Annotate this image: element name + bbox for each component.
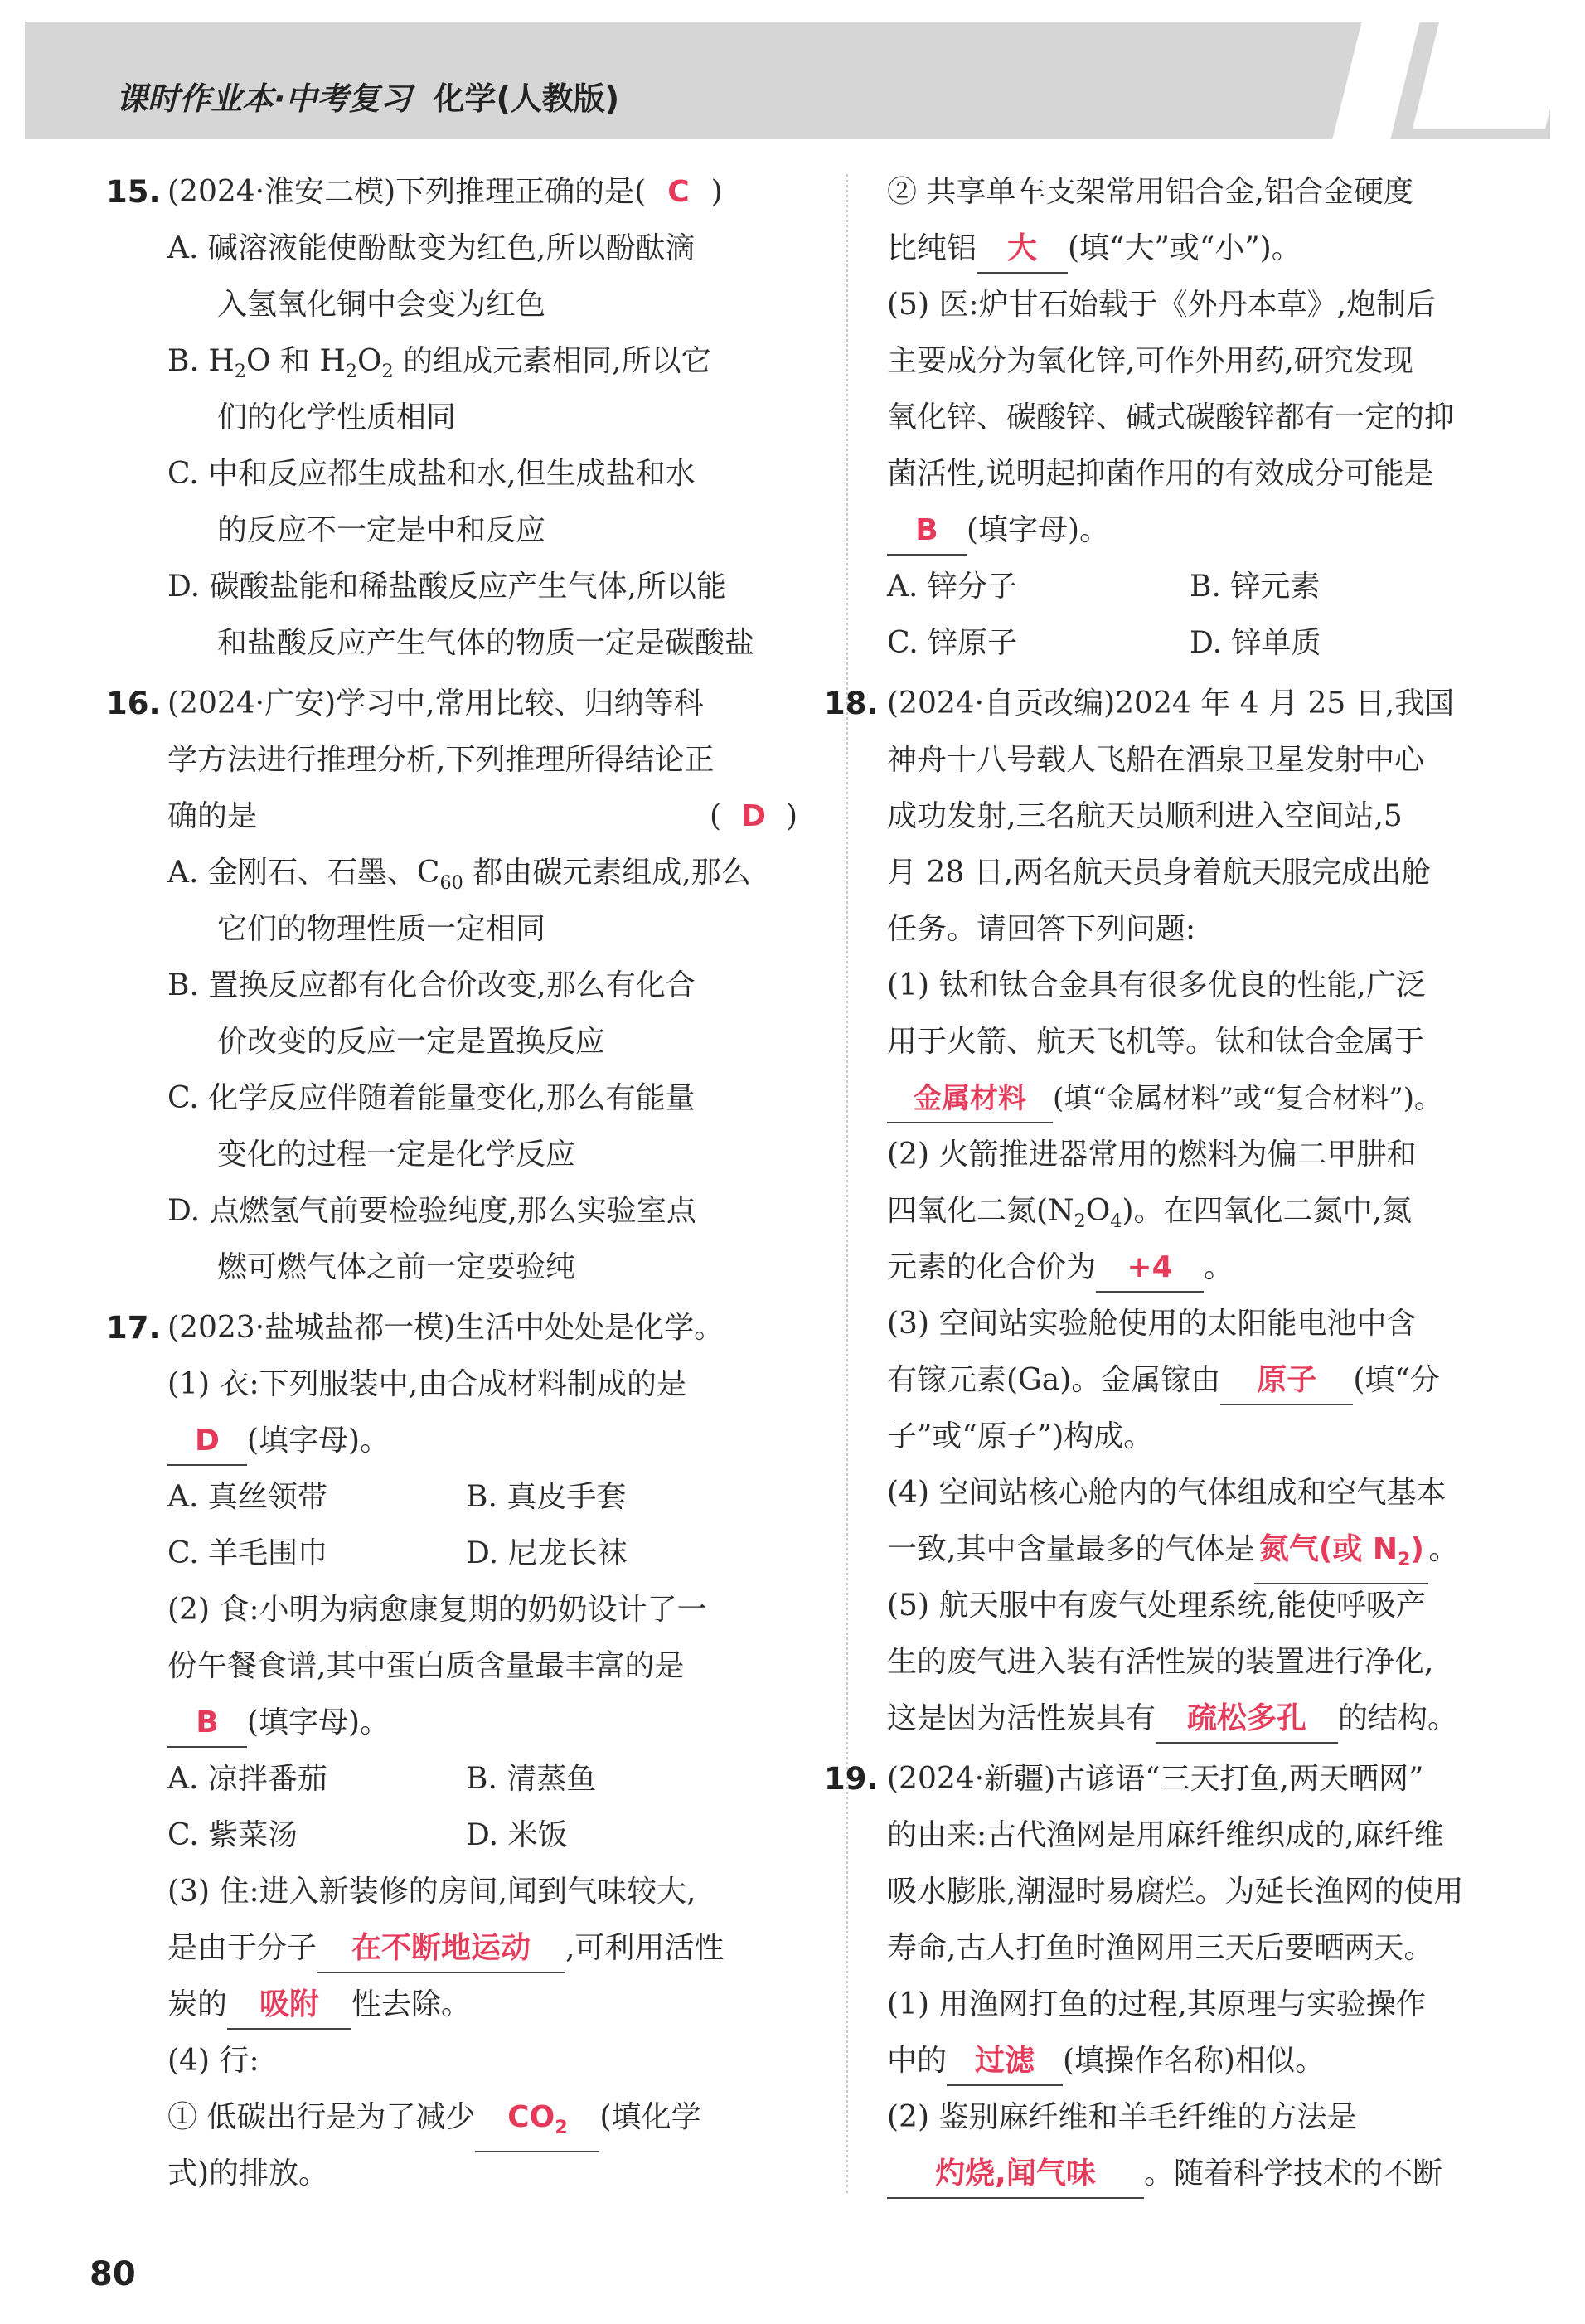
subject-label: 化学(人教版) xyxy=(433,80,620,117)
option-a: A. 锌分子 xyxy=(887,570,1017,604)
question-stem: 成功发射,三名航天员顺利进入空间站,5 xyxy=(887,799,1403,833)
page-number: 80 xyxy=(90,2255,136,2293)
answer-blank: 疏松多孔 xyxy=(1156,1696,1338,1744)
answer-blank: 过滤 xyxy=(947,2038,1063,2086)
answer-blank: 大 xyxy=(977,226,1068,274)
answer-blank: 灼烧,闻气味 xyxy=(887,2151,1144,2199)
part-3: (3) 住:进入新装修的房间,闻到气味较大, xyxy=(167,1875,696,1909)
option-b-cont: 们的化学性质相同 xyxy=(217,400,457,434)
part-2: (2) 火箭推进器常用的燃料为偏二甲肼和 xyxy=(887,1138,1417,1172)
part-5: 生的废气进入装有活性炭的装置进行净化, xyxy=(887,1645,1434,1679)
option-a: A. 碱溶液能使酚酞变为红色,所以酚酞滴 xyxy=(167,231,696,265)
book-title: 课时作业本·中考复习 xyxy=(116,80,412,117)
question-stem: 确的是 ( D ) xyxy=(167,799,797,833)
option-a: A. 真丝领带 xyxy=(167,1480,327,1514)
part-3-answer-line: 是由于分子 在不断地运动 ,可利用活性 xyxy=(167,1920,788,1977)
option-a-cont: 入氢氧化铜中会变为红色 xyxy=(217,288,546,322)
option-c: C. 紫菜汤 xyxy=(167,1818,298,1852)
part-5-answer-line: 这是因为活性炭具有 疏松多孔 的结构。 xyxy=(887,1691,1505,1747)
part-1: (1) 钛和钛合金具有很多优良的性能,广泛 xyxy=(887,968,1426,1002)
answer-blank: 金属材料 xyxy=(887,1075,1053,1123)
answer-choice: C xyxy=(667,175,690,209)
option-c: C. 化学反应伴随着能量变化,那么有能量 xyxy=(167,1081,696,1115)
option-c: C. 中和反应都生成盐和水,但生成盐和水 xyxy=(167,457,696,491)
part-1-answer-line: D (填字母)。 xyxy=(167,1413,788,1469)
part-2: (2) 食:小明为病愈康复期的奶奶设计了一 xyxy=(167,1593,707,1627)
option-d: D. 点燃氢气前要检验纯度,那么实验室点 xyxy=(167,1194,696,1228)
page-header xyxy=(25,22,1550,139)
answer-blank: 在不断地运动 xyxy=(317,1925,565,1973)
part-3: 子”或“原子”)构成。 xyxy=(887,1419,1154,1453)
option-b: B. $H_2O$ 和 $H_2O_2$ 的组成元素相同,所以它 xyxy=(167,344,711,383)
part-4-answer-line: 一致,其中含量最多的气体是 氮气(或 $N_2$) 。 xyxy=(887,1521,1505,1578)
part-4: (4) 空间站核心舱内的气体组成和空气基本 xyxy=(887,1476,1447,1510)
question-stem: 神舟十八号载人飞船在酒泉卫星发射中心 xyxy=(887,743,1425,777)
question-number: 15. xyxy=(106,174,161,210)
answer-blank: $CO_2$ xyxy=(475,2094,599,2152)
option-d: D. 尼龙长袜 xyxy=(466,1536,628,1570)
option-d: D. 碳酸盐能和稀盐酸反应产生气体,所以能 xyxy=(167,570,726,604)
part-1-answer-line: 中的 过滤 (填操作名称)相似。 xyxy=(887,2033,1505,2089)
part-2: 四氧化二氮$(N_2O_4)$。在四氧化二氮中,氮 xyxy=(887,1194,1412,1233)
part-4-answer-line: 比纯铝 大 (填“大”或“小”)。 xyxy=(887,221,1505,277)
part-1: 用于火箭、航天飞机等。钛和钛合金属于 xyxy=(887,1025,1425,1059)
answer-blank: 吸附 xyxy=(227,1982,351,2030)
option-c: C. 羊毛围巾 xyxy=(167,1536,328,1570)
part-5: (5) 航天服中有废气处理系统,能使呼吸产 xyxy=(887,1589,1426,1623)
part-2-answer-line: B (填字母)。 xyxy=(167,1695,788,1751)
part-5: 氧化锌、碳酸锌、碱式碳酸锌都有一定的抑 xyxy=(887,400,1455,434)
question-stem: 吸水膨胀,潮湿时易腐烂。为延长渔网的使用 xyxy=(887,1875,1464,1909)
option-d: D. 米饭 xyxy=(466,1818,568,1852)
question-stem: 寿命,古人打鱼时渔网用三天后要晒两天。 xyxy=(887,1931,1434,1965)
question-stem: (2024·新疆)古谚语“三天打鱼,两天晒网” xyxy=(887,1762,1424,1796)
part-4-item-2: ② 共享单车支架常用铝合金,铝合金硬度 xyxy=(887,175,1413,209)
question-stem: 月 28 日,两名航天员身着航天服完成出舱 xyxy=(887,856,1432,890)
answer-blank: D xyxy=(167,1418,247,1466)
answer-blank: +4 xyxy=(1096,1244,1204,1293)
header-title xyxy=(116,73,619,119)
question-stem: 的由来:古代渔网是用麻纤维织成的,麻纤维 xyxy=(887,1818,1444,1852)
part-1: (1) 衣:下列服装中,由合成材料制成的是 xyxy=(167,1367,687,1401)
option-b: B. 清蒸鱼 xyxy=(466,1762,597,1796)
option-d: D. 锌单质 xyxy=(1190,626,1321,660)
answer-blank: B xyxy=(167,1700,247,1748)
question-number: 19. xyxy=(824,1761,879,1797)
part-3-answer-line: 有镓元素(Ga)。金属镓由 原子 (填“分 xyxy=(887,1352,1505,1409)
option-d-cont: 燃可燃气体之前一定要验纯 xyxy=(217,1250,576,1284)
part-5: 主要成分为氧化锌,可作外用药,研究发现 xyxy=(887,344,1413,378)
header-decoration xyxy=(1332,22,1419,139)
part-4: 式)的排放。 xyxy=(167,2157,329,2191)
answer-blank: 原子 xyxy=(1220,1357,1353,1405)
header-decoration xyxy=(1413,22,1550,129)
part-2: (2) 鉴别麻纤维和羊毛纤维的方法是 xyxy=(887,2100,1357,2134)
option-a: A. 凉拌番茄 xyxy=(167,1762,327,1796)
answer-blank: 氮气(或 $N_2$) xyxy=(1254,1526,1428,1584)
option-a: A. 金刚石、石墨、$C_{60}$ 都由碳元素组成,那么 xyxy=(167,856,751,895)
question-number: 16. xyxy=(106,686,161,721)
option-b: B. 真皮手套 xyxy=(466,1480,627,1514)
column-divider xyxy=(846,174,848,2193)
question-stem: (2023·盐城盐都一模)生活中处处是化学。 xyxy=(167,1311,725,1345)
part-1: (1) 用渔网打鱼的过程,其原理与实验操作 xyxy=(887,1987,1426,2021)
option-d-cont: 和盐酸反应产生气体的物质一定是碳酸盐 xyxy=(217,626,755,660)
option-c: C. 锌原子 xyxy=(887,626,1018,660)
answer-choice: D xyxy=(741,799,766,833)
option-a-cont: 它们的物理性质一定相同 xyxy=(217,912,546,946)
option-b-cont: 价改变的反应一定是置换反应 xyxy=(217,1025,606,1059)
answer-blank: B xyxy=(887,507,967,556)
question-stem: (2024·自贡改编)2024 年 4 月 25 日,我国 xyxy=(887,687,1455,720)
question-stem: 任务。请回答下列问题: xyxy=(887,912,1196,946)
part-5: (5) 医:炉甘石始载于《外丹本草》,炮制后 xyxy=(887,288,1437,322)
question-stem: 学方法进行推理分析,下列推理所得结论正 xyxy=(167,743,715,777)
part-2-answer-line: 灼烧,闻气味 。随着科学技术的不断 xyxy=(887,2146,1505,2202)
part-5-answer-line: B (填字母)。 xyxy=(887,502,1505,559)
part-2-answer-line: 元素的化合价为 +4 。 xyxy=(887,1240,1505,1296)
question-number: 17. xyxy=(106,1310,161,1346)
part-1-answer-line: 金属材料 (填“金属材料”或“复合材料”)。 xyxy=(887,1070,1505,1127)
question-stem: (2024·淮安二模)下列推理正确的是( C ) xyxy=(167,175,723,209)
option-b: B. 置换反应都有化合价改变,那么有化合 xyxy=(167,968,696,1002)
option-b: B. 锌元素 xyxy=(1190,570,1321,604)
option-c-cont: 变化的过程一定是化学反应 xyxy=(217,1138,576,1172)
part-3: (3) 空间站实验舱使用的太阳能电池中含 xyxy=(887,1307,1417,1341)
part-4-answer-line: ① 低碳出行是为了减少 $CO_2$ (填化学 xyxy=(167,2089,788,2146)
part-5: 菌活性,说明起抑菌作用的有效成分可能是 xyxy=(887,457,1434,491)
question-number: 18. xyxy=(824,686,879,721)
part-4: (4) 行: xyxy=(167,2044,259,2078)
part-3-answer-line: 炭的 吸附 性去除。 xyxy=(167,1977,788,2033)
option-c-cont: 的反应不一定是中和反应 xyxy=(217,513,546,547)
part-2: 份午餐食谱,其中蛋白质含量最丰富的是 xyxy=(167,1649,685,1683)
question-stem: (2024·广安)学习中,常用比较、归纳等科 xyxy=(167,687,704,720)
